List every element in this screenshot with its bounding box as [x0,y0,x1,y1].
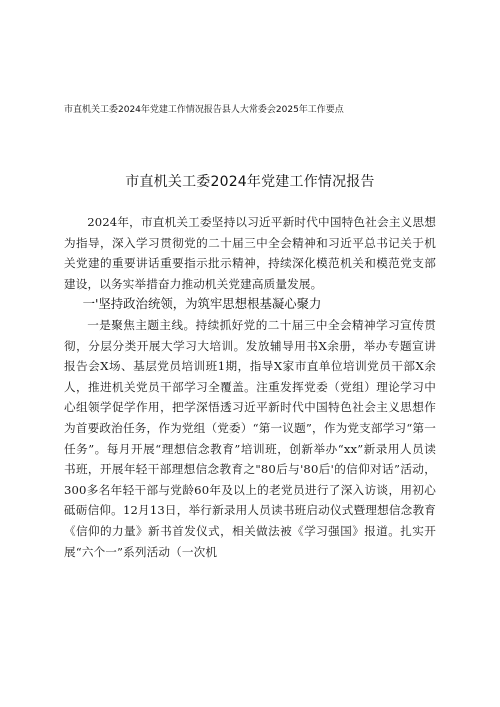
intro-paragraph: 2024年，市直机关工委坚持以习近平新时代中国特色社会主义思想为指导，深入学习贯彻党的二十届三中全会精神和习近平总书记关于机关党建的重要讲话重要指示批示精神，持续深化模范机关和模范党支部建设，以务实举措奋力推动机关党建高质量发展。 [64,215,436,291]
running-header: 市直机关工委2024年党建工作情况报告县人大常委会2025年工作要点 [64,105,344,115]
section-paragraph: 一是聚焦主题主线。持续抓好党的二十届三中全会精神学习宣传贯彻，分层分类开展大学习大培训。发放辅导用书X余册，举办专题宣讲报告会X场、基层党员培训班1期，指导X家市直单位培训党员干部X余人，推进机关党员干部学习全覆盖。注重发挥党委（党组）理论学习中心组领学促学作用，把学深悟透习近平新时代中国特色社会主义思想作为首要政治任务，作为党组（党委）“第一议题”，作为党支部学习“第一任务”。每月开展“理想信念教育”培训班，创新举办“xx”新录用人员读书班，开展年轻干部理想信念教育之"80后与'80后'的信仰对话”活动，300多名年轻干部与党龄60年及以上的老党员进行了深入访谈，用初心砥砺信仰。12月13日，举行新录用人员读书班启动仪式暨理想信念教育《信仰的力量》新书首发仪式，相关做法被《学习强国》报道。扎实开展“六个一”系列活动（一次机 [64,317,436,559]
document-title: 市直机关工委2024年党建工作情况报告 [125,174,375,190]
document-body [64,212,436,562]
section-heading: 一'坚持政治统领，为筑牢思想根基凝心聚力 [82,296,322,312]
